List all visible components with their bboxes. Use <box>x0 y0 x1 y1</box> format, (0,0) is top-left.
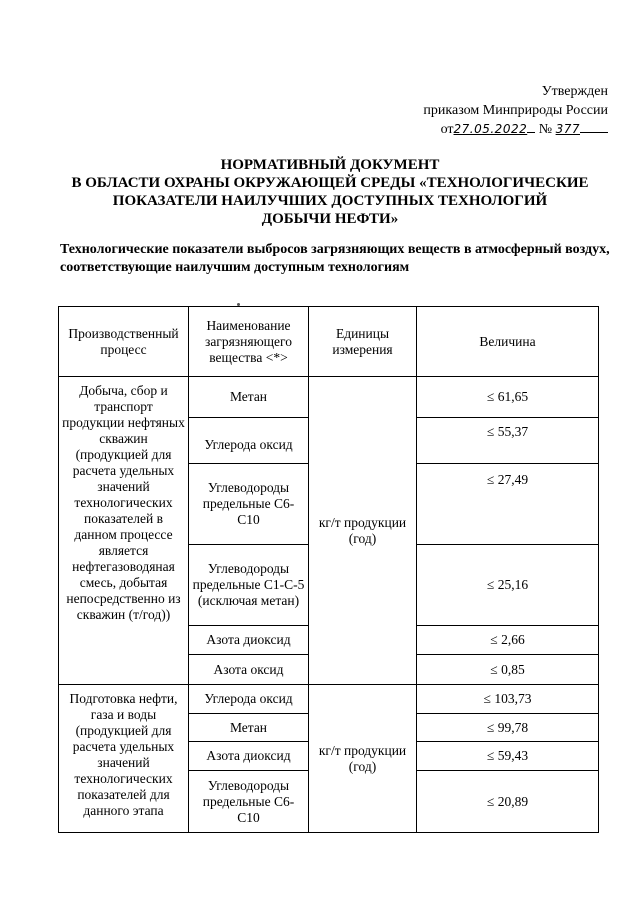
title-line-3: ПОКАЗАТЕЛИ НАИЛУЧШИХ ДОСТУПНЫХ ТЕХНОЛОГИЙ <box>112 193 548 209</box>
value-cell: ≤ 59,43 <box>417 742 599 771</box>
approval-block <box>423 82 608 139</box>
value-cell: ≤ 27,49 <box>417 464 599 545</box>
value-cell: ≤ 61,65 <box>417 377 599 418</box>
approval-date: 27.05.2022 <box>453 122 528 136</box>
substance-cell: Углеводороды предельные С6-С10 <box>189 464 309 545</box>
unit-cell: кг/т продукции (год) <box>309 377 417 685</box>
substance-cell: Азота оксид <box>189 655 309 685</box>
substance-cell: Метан <box>189 377 309 418</box>
value-cell: ≤ 103,73 <box>417 685 599 714</box>
unit-cell: кг/т продукции (год) <box>309 685 417 833</box>
title-line-1: НОРМАТИВНЫЙ ДОКУМЕНТ <box>220 157 440 173</box>
process-cell: Добыча, сбор и транспорт продукции нефтяных скважин (продукцией для расчета удельных значений технологических показателей в данном процессе является нефтегазоводяная смесь, добытая непосредственно из скважин (т/год)) <box>59 377 189 685</box>
title-line-2: В ОБЛАСТИ ОХРАНЫ ОКРУЖАЮЩЕЙ СРЕДЫ «ТЕХНОЛОГИЧЕСКИЕ <box>71 175 589 191</box>
substance-cell: Углеводороды предельные С1-С-5 (исключая метан) <box>189 545 309 626</box>
substance-cell: Азота диоксид <box>189 742 309 771</box>
value-cell: ≤ 2,66 <box>417 626 599 655</box>
value-cell: ≤ 20,89 <box>417 771 599 833</box>
value-cell: ≤ 0,85 <box>417 655 599 685</box>
approval-order: приказом Минприроды России <box>423 103 608 118</box>
title-line-4: ДОБЫЧИ НЕФТИ» <box>261 211 399 227</box>
approval-number-label: № <box>538 122 553 137</box>
value-cell: ≤ 25,16 <box>417 545 599 626</box>
substance-cell: Углерода оксид <box>189 418 309 464</box>
approval-from-label: от <box>440 122 454 137</box>
substance-cell: Углеводороды предельные С6-С10 <box>189 771 309 833</box>
substance-cell: Метан <box>189 714 309 742</box>
header-substance: Наименование загрязняющего вещества <*> <box>189 307 309 377</box>
indicators-table <box>58 306 599 833</box>
table-row <box>59 377 599 418</box>
header-value: Величина <box>417 307 599 377</box>
substance-cell: Углерода оксид <box>189 685 309 714</box>
header-unit: Единицы измерения <box>309 307 417 377</box>
header-process: Производственный процесс <box>59 307 189 377</box>
value-cell: ≤ 99,78 <box>417 714 599 742</box>
section-subtitle: Технологические показатели выбросов загрязняющих веществ в атмосферный воздух, соответствующие наилучшим доступным технологиям <box>60 242 610 275</box>
approval-date-line <box>441 120 608 139</box>
value-cell: ≤ 55,37 <box>417 418 599 464</box>
substance-cell: Азота диоксид <box>189 626 309 655</box>
approval-status: Утвержден <box>541 84 608 99</box>
table-header-row <box>59 307 599 377</box>
process-cell: Подготовка нефти, газа и воды (продукцией для расчета удельных значений технологических показателей для данного этапа <box>59 685 189 833</box>
document-title <box>60 156 600 228</box>
approval-number: 377 <box>555 122 580 136</box>
table-row <box>59 685 599 714</box>
